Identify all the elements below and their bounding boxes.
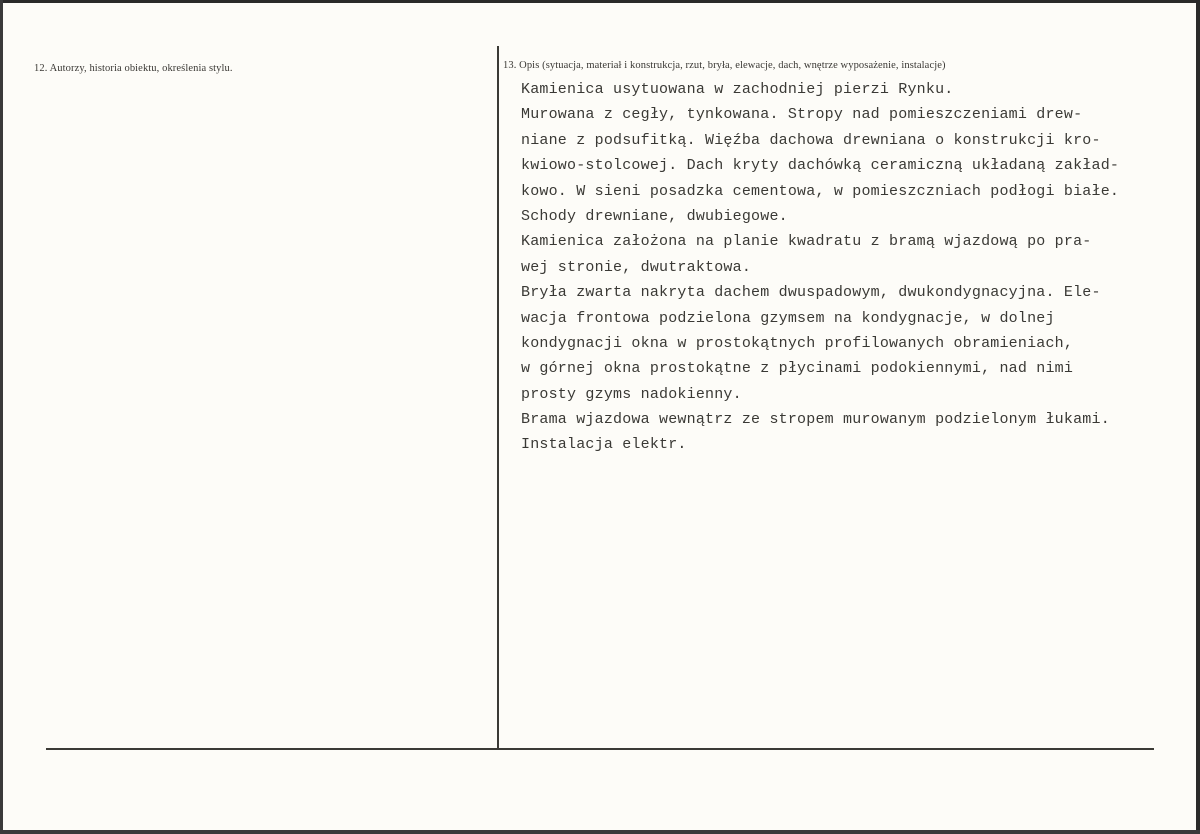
description-line: Kamienica usytuowana w zachodniej pierzi Rynku. [521,81,954,98]
scan-edge-right [1196,0,1200,834]
description-line: kwiowo-stolcowej. Dach kryty dachówką ceramiczną układaną zakład- [521,157,1120,175]
description-line: Brama wjazdowa wewnątrz ze stropem murowanym podzielonym łukami. [521,411,1110,429]
description-line: wej stronie, dwutraktowa. [521,258,752,276]
description-line: Schody drewniane, dwubiegowe. [521,207,788,225]
description-line: Kamienica założona na planie kwadratu z bramą wjazdową po pra- [521,233,1092,251]
description-line: Instalacja elektr. [521,436,687,454]
field-13-label: 13. Opis (sytuacja, materiał i konstrukcja, rzut, bryła, elewacje, dach, wnętrze wyposażenie, instalacje) [503,60,946,71]
description-line: kondygnacji okna w prostokątnych profilowanych obramieniach, [521,334,1074,352]
field-12-label: 12. Autorzy, historia obiektu, określenia stylu. [34,63,233,74]
field-13-description [521,77,1186,458]
bottom-rule [46,748,1154,750]
scan-edge-top [0,0,1200,3]
description-line: kowo. W sieni posadzka cementowa, w pomieszczniach podłogi białe. [521,182,1120,200]
description-line: Murowana z cegły, tynkowana. Stropy nad pomieszczeniami drew- [521,106,1083,124]
column-divider [497,46,499,750]
description-line: Bryła zwarta nakryta dachem dwuspadowym, dwukondygnacyjna. Ele- [521,284,1101,302]
description-line: w górnej okna prostokątne z płycinami podokiennymi, nad nimi [521,360,1074,378]
description-line: prosty gzyms nadokienny. [521,385,742,403]
scan-edge-left [0,0,3,834]
scan-edge-bottom [0,830,1200,834]
description-line: niane z podsufitką. Więźba dachowa drewniana o konstrukcji kro- [521,131,1101,149]
description-line: wacja frontowa podzielona gzymsem na kondygnacje, w dolnej [521,309,1055,327]
